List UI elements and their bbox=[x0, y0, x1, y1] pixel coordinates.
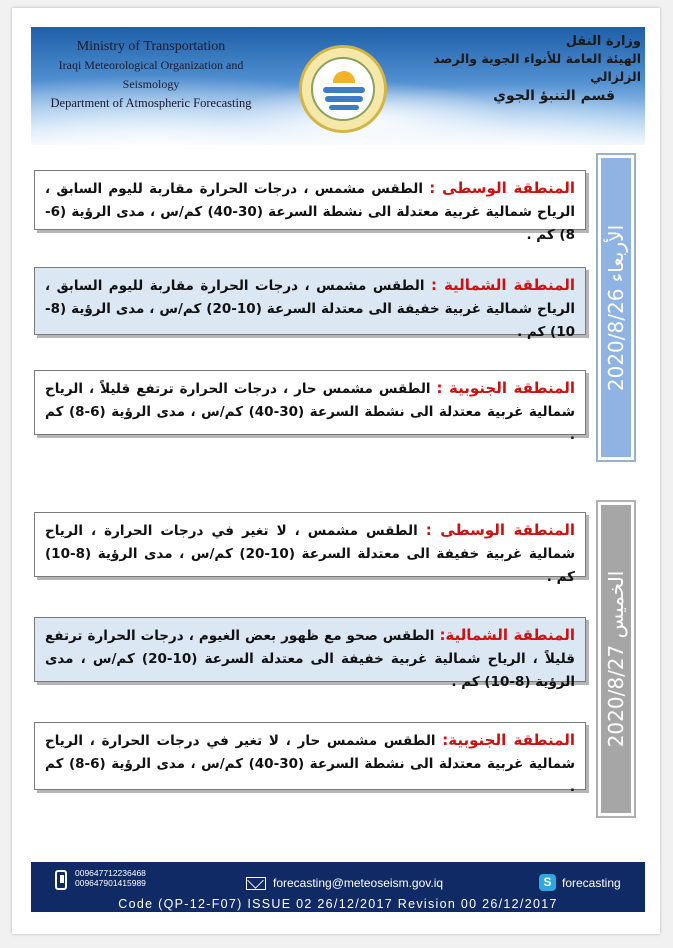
organization-name-en: Iraqi Meteorological Organization and Seismology bbox=[58, 58, 244, 91]
phone-number-1: 009647712236468 bbox=[75, 868, 146, 878]
date-label: الخميس 2020/8/27 bbox=[604, 570, 628, 748]
date-label: الأربعاء 2020/8/26 bbox=[604, 224, 628, 391]
date-bar-day1 bbox=[598, 155, 634, 460]
ministry-name-en: Ministry of Transportation bbox=[76, 39, 226, 54]
header-banner bbox=[31, 27, 645, 145]
region-label: المنطقة الجنوبية: bbox=[442, 731, 575, 749]
skype-icon: S bbox=[539, 874, 556, 891]
region-label: المنطقة الجنوبية : bbox=[436, 379, 575, 397]
forecast-text: الطقس صحو مع ظهور بعض الغيوم ، درجات الحرارة ترتفع قليلاً ، الرياح شمالية غربية خفيفة الى معتدلة السرعة (10-20) كم/س ، مدى الرؤية (8-10) كم . bbox=[45, 628, 575, 690]
phone-icon bbox=[55, 870, 67, 890]
region-label: المنطقة الوسطى : bbox=[429, 179, 575, 197]
forecast-text: الطقس مشمس حار ، لا تغير في درجات الحرارة ، الرياح شمالية غربية معتدلة الى نشطة السرعة (30-40) كم/س ، مدى الرؤية (6-8) كم . bbox=[45, 733, 575, 795]
region-label: المنطقة الشمالية : bbox=[430, 276, 575, 294]
ministry-name-ar: وزارة النقل bbox=[565, 34, 641, 49]
forecast-day2-central bbox=[34, 512, 586, 585]
department-name-en: Department of Atmospheric Forecasting bbox=[50, 96, 252, 110]
skype-handle[interactable]: forecasting bbox=[562, 876, 621, 890]
document-page bbox=[12, 8, 660, 934]
forecast-day2-north bbox=[34, 617, 586, 690]
mail-icon bbox=[246, 877, 266, 890]
organization-logo-icon bbox=[299, 45, 387, 133]
phone-number-2: 009647901415989 bbox=[75, 878, 146, 888]
region-label: المنطقة الشمالية: bbox=[439, 626, 575, 644]
header-english bbox=[31, 37, 271, 113]
forecast-text: الطقس مشمس ، درجات الحرارة مقاربة لليوم السابق ، الرياح شمالية غربية معتدلة الى نشطة السرعة (30-40) كم/س ، مدى الرؤية (6-8) كم . bbox=[45, 181, 575, 243]
document-code: Code (QP-12-F07) ISSUE 02 26/12/2017 Revision 00 26/12/2017 bbox=[118, 897, 558, 911]
footer-bar bbox=[31, 862, 645, 912]
phone-numbers bbox=[75, 868, 146, 888]
forecast-text: الطقس مشمس ، لا تغير في درجات الحرارة ، الرياح شمالية غربية خفيفة الى معتدلة السرعة (10-20) كم/س ، مدى الرؤية (8-10) كم . bbox=[45, 523, 575, 585]
organization-name-ar: الهيئة العامة للأنواء الجوية والرصد الزلزالي bbox=[433, 51, 641, 84]
header-arabic bbox=[391, 33, 641, 106]
date-bar-day2 bbox=[598, 502, 634, 816]
forecast-text: الطقس مشمس ، درجات الحرارة مقاربة لليوم السابق ، الرياح شمالية غربية خفيفة الى معتدلة السرعة (10-20) كم/س ، مدى الرؤية (8-10) كم . bbox=[45, 278, 575, 340]
region-label: المنطقة الوسطى : bbox=[425, 521, 575, 539]
forecast-day2-south bbox=[34, 722, 586, 795]
forecast-day1-central bbox=[34, 170, 586, 243]
forecast-day1-north bbox=[34, 267, 586, 340]
forecast-day1-south bbox=[34, 370, 586, 443]
email-link[interactable]: forecasting@meteoseism.gov.iq bbox=[273, 876, 444, 890]
forecast-text: الطقس مشمس حار ، درجات الحرارة ترتفع قليلاً ، الرياح شمالية غربية معتدلة الى نشطة السرعة (30-40) كم/س ، مدى الرؤية (6-8) كم . bbox=[45, 381, 575, 443]
department-name-ar: قسم التنبؤ الجوي bbox=[493, 88, 615, 104]
